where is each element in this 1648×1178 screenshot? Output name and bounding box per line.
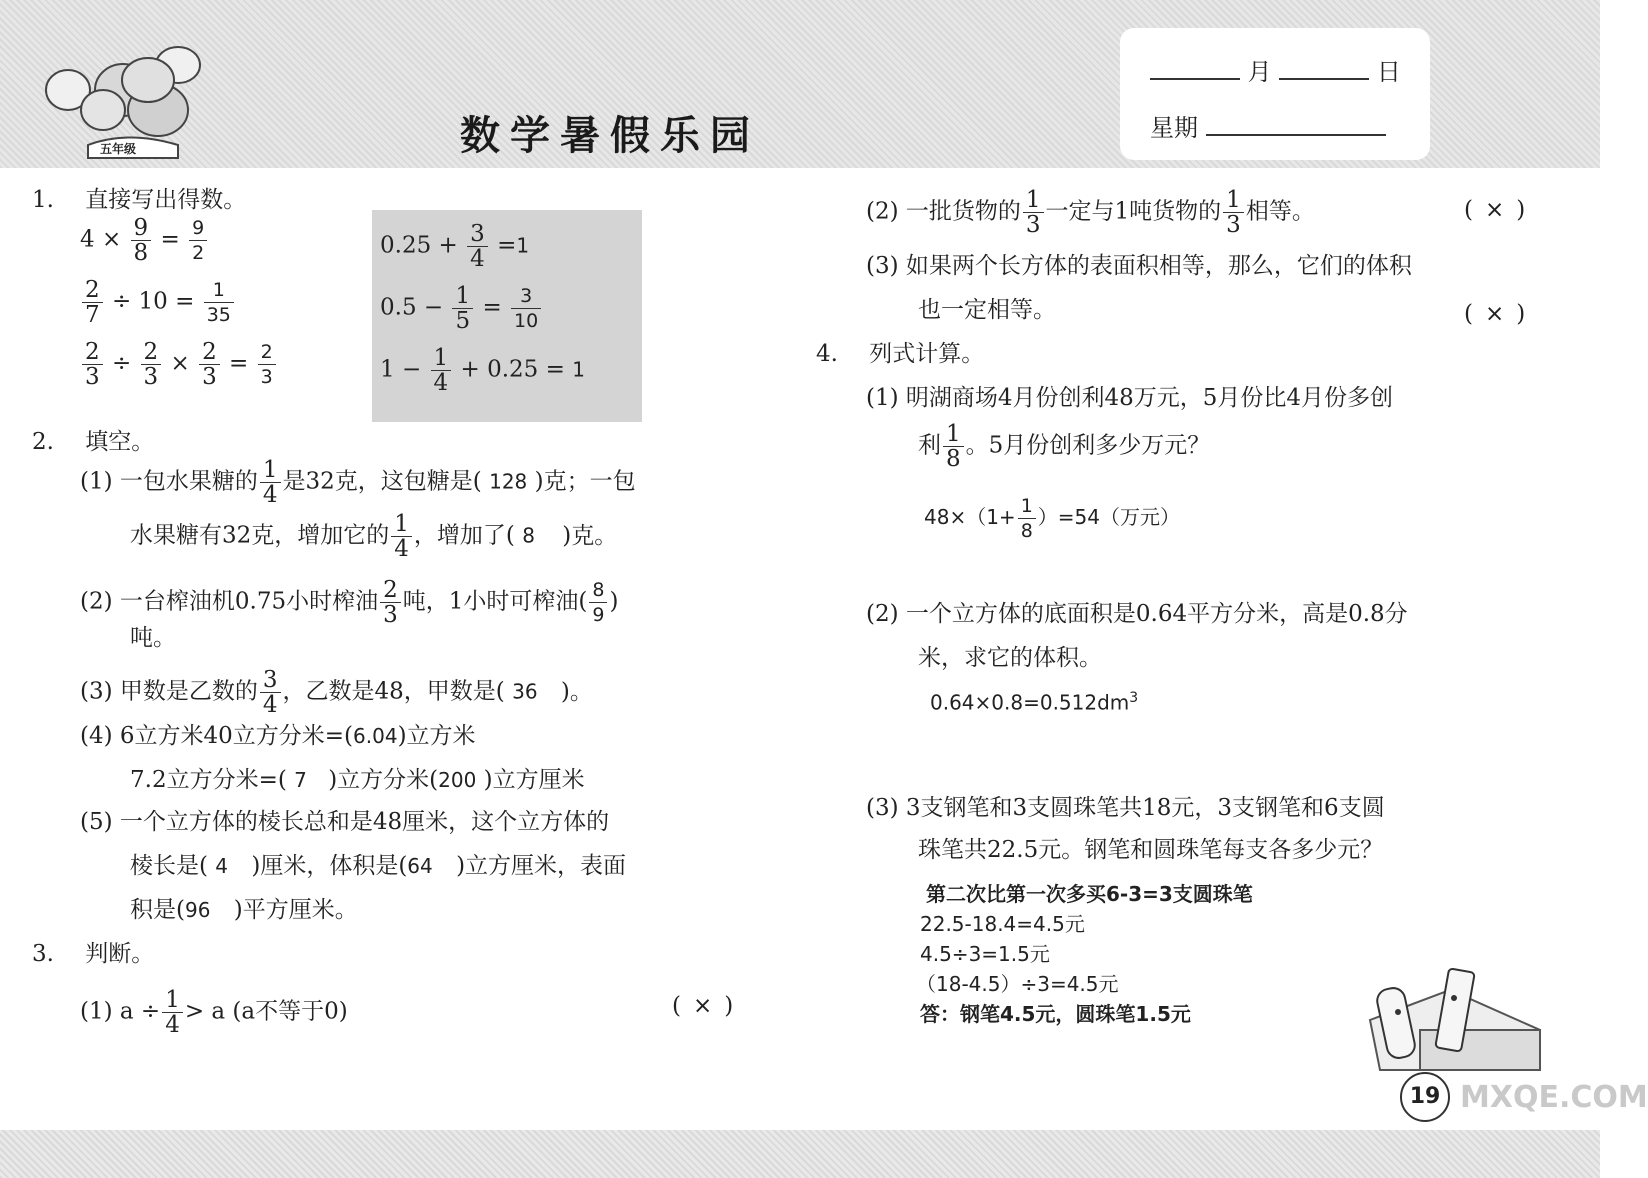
item-text: ，乙数是48，甲数是( [282, 678, 505, 705]
equals: = [482, 294, 502, 321]
item-text: )立方分米( [328, 767, 439, 793]
page-title: 数学暑假乐园 [460, 113, 760, 159]
q3-heading [32, 940, 154, 968]
fraction: $\frac{1}{3}$ [1023, 188, 1044, 237]
item-text: )立方厘米 [483, 767, 585, 793]
handwritten-answer: 96 [184, 898, 211, 922]
q4-item-1-line-2 [918, 422, 1210, 471]
q1-title: 直接写出得数。 [85, 187, 247, 213]
fraction: $\frac{1}{3}$ [1223, 188, 1244, 237]
expr-text: + 0.25 = [460, 356, 565, 383]
item-text: 水果糖有32克，增加它的 [130, 522, 390, 549]
page-number: 19 [1400, 1072, 1450, 1122]
day-label: 日 [1376, 58, 1401, 86]
fraction: $\frac{2}{3}$ [141, 340, 162, 389]
q4-item-1-line-1: (1) 明湖商场4月份创利48万元，5月份比4月份多创 [866, 385, 1394, 411]
q2-item-2-line-2: 吨。 [130, 625, 176, 651]
q2-item-5-line-2 [130, 852, 626, 880]
q4-item-3-line-1: (3) 3支钢笔和3支圆珠笔共18元，3支钢笔和6支圆 [866, 795, 1385, 821]
item-text: 利 [918, 432, 941, 459]
q1-line-1 [80, 216, 209, 265]
exponent: 3 [1129, 690, 1139, 706]
q4-item-2-line-2: 米，求它的体积。 [918, 645, 1102, 671]
q4-item-3-answer-line-1: 第二次比第一次多买6-3=3支圆珠笔 [926, 882, 1253, 906]
grade-badge: 五年级 [100, 142, 137, 156]
expr-text: 1 − [380, 356, 422, 383]
item-text: 一定与1吨货物的 [1045, 198, 1222, 225]
handwritten-answer: 8 [522, 523, 535, 548]
watermark: MXQE.COM [1460, 1080, 1648, 1115]
day-blank[interactable] [1279, 58, 1369, 80]
q3-item-3-judgement[interactable]: ( × ) [1464, 301, 1526, 327]
answer-fraction: $\frac{9}{2}$ [189, 216, 207, 265]
answer-fraction: $\frac{2}{3}$ [258, 340, 276, 389]
cross-mark: × [1484, 197, 1505, 223]
fraction: $\frac{3}{4}$ [260, 668, 281, 717]
q1-line-3 [80, 340, 278, 389]
item-text: 。5月份创利多少万元？ [965, 432, 1211, 459]
times-sign: × [170, 350, 190, 377]
equals: = [497, 232, 517, 259]
q2-item-4-line-2 [130, 766, 585, 794]
item-text: 是32克，这包糖是( [282, 468, 482, 495]
divide-sign: ÷ [111, 350, 132, 377]
fraction: $\frac{1}{5}$ [452, 284, 473, 333]
q1-right-line-1 [380, 222, 529, 271]
handwritten-answer: 4 [215, 854, 229, 878]
q2-item-5-line-1: (5) 一个立方体的棱长总和是48厘米，这个立方体的 [80, 809, 610, 835]
fraction: $\frac{1}{4}$ [391, 512, 412, 561]
item-text: > a (a不等于0) [184, 998, 348, 1025]
item-text: ) [609, 588, 619, 615]
item-text: )立方米 [397, 723, 476, 749]
cross-mark: × [692, 993, 713, 1019]
item-text: 棱长是( [130, 853, 208, 879]
q1-right-line-3 [380, 346, 585, 395]
weekday-blank[interactable] [1206, 114, 1386, 136]
fraction: $\frac{2}{3}$ [82, 340, 103, 389]
answer-fraction: $\frac{1}{8}$ [1018, 494, 1036, 543]
fraction: $\frac{1}{4}$ [431, 346, 452, 395]
q4-item-3-answer-line-2: 22.5-18.4=4.5元 [920, 912, 1085, 936]
q2-item-2-line-1 [80, 578, 618, 627]
equals: = [160, 226, 180, 253]
weekday-label: 星期 [1150, 114, 1198, 142]
q4-item-1-answer [924, 494, 1180, 543]
handwritten-answer: 7 [294, 768, 307, 792]
q2-heading [32, 428, 154, 456]
cross-mark: × [1484, 301, 1505, 327]
q3-number: 3. [32, 941, 54, 967]
item-text: )。 [560, 678, 593, 705]
handwritten-answer: 1 [516, 233, 530, 258]
fraction: $\frac{1}{4}$ [162, 988, 183, 1037]
q4-item-3-line-2: 珠笔共22.5元。钢笔和圆珠笔每支各多少元？ [918, 837, 1384, 863]
equals: = [229, 350, 249, 377]
answer-text: 48×（1+ [924, 505, 1016, 529]
q4-item-3-answer-line-3: 4.5÷3=1.5元 [920, 942, 1050, 966]
date-line [1150, 52, 1401, 87]
date-box [1120, 28, 1430, 160]
fraction: $\frac{9}{8}$ [131, 216, 152, 265]
q1-right-line-2 [380, 284, 543, 333]
answer-text: ）=54（万元） [1037, 505, 1181, 529]
q4-number: 4. [816, 341, 838, 367]
item-text: 吨，1小时可榨油( [402, 588, 588, 615]
item-text: )平方厘米。 [233, 897, 358, 923]
handwritten-answer: 6.04 [353, 724, 398, 748]
q3-item-1 [80, 988, 348, 1037]
expr-text: 0.25 + [380, 232, 458, 259]
handwritten-answer: 128 [489, 469, 528, 494]
expr-text: 0.5 − [380, 294, 444, 321]
handwritten-answer: 64 [407, 854, 433, 878]
item-text: 7.2立方分米=( [130, 767, 287, 793]
item-text: (1) a ÷ [80, 998, 161, 1025]
weekday-line [1150, 108, 1386, 143]
q1-line-2 [80, 278, 236, 327]
footer-band [0, 1130, 1600, 1178]
q2-number: 2. [32, 429, 54, 455]
q2-item-1-line-2 [130, 512, 617, 561]
handwritten-answer: 36 [512, 679, 538, 704]
q3-item-3-line-1: (3) 如果两个长方体的表面积相等，那么，它们的体积 [866, 253, 1412, 279]
item-text: (3) 甲数是乙数的 [80, 678, 258, 705]
item-text: (2) 一批货物的 [866, 198, 1021, 225]
item-text: )厘米，体积是( [251, 853, 408, 879]
pencil-characters-illustration [1360, 960, 1550, 1090]
q4-item-2-answer [930, 690, 1138, 715]
fraction: $\frac{2}{3}$ [199, 340, 220, 389]
q3-title: 判断。 [85, 941, 155, 967]
fraction: $\frac{1}{4}$ [260, 458, 281, 507]
item-text: (1) 一包水果糖的 [80, 468, 258, 495]
q4-title: 列式计算。 [869, 341, 985, 367]
q3-item-3-line-2: 也一定相等。 [918, 297, 1056, 323]
answer-fraction: $\frac{8}{9}$ [589, 578, 607, 627]
item-text: )立方厘米，表面 [456, 853, 627, 879]
item-text: 相等。 [1245, 198, 1315, 225]
q4-item-3-answer-line-5: 答：钢笔4.5元，圆珠笔1.5元 [920, 1002, 1191, 1026]
month-label: 月 [1247, 58, 1272, 86]
q3-item-2-judgement[interactable]: ( × ) [1464, 197, 1526, 223]
q2-item-1-line-1 [80, 458, 636, 507]
expr-text: ÷ 10 = [111, 288, 195, 315]
answer-fraction: $\frac{3}{10}$ [511, 284, 541, 333]
answer-fraction: $\frac{1}{35}$ [204, 278, 234, 327]
month-blank[interactable] [1150, 58, 1240, 80]
fraction: $\frac{2}{7}$ [82, 278, 103, 327]
item-text: )克；一包 [534, 468, 636, 495]
q4-heading [816, 340, 984, 368]
q2-item-4-line-1 [80, 722, 476, 750]
item-text: (2) 一台榨油机0.75小时榨油 [80, 588, 379, 615]
q1-heading [32, 186, 246, 214]
handwritten-answer: 200 [438, 768, 477, 792]
fraction: $\frac{2}{3}$ [380, 578, 401, 627]
q4-item-3-answer-line-4: （18-4.5）÷3=4.5元 [916, 972, 1119, 996]
q2-item-5-line-3 [130, 896, 358, 924]
q4-item-2-line-1: (2) 一个立方体的底面积是0.64平方分米，高是0.8分 [866, 601, 1408, 627]
q2-title: 填空。 [85, 429, 155, 455]
fraction: $\frac{3}{4}$ [467, 222, 488, 271]
item-text: )克。 [562, 522, 618, 549]
answer-text: 0.64×0.8=0.512dm [930, 690, 1130, 715]
q3-item-1-judgement[interactable]: ( × ) [672, 993, 734, 1019]
item-text: (4) 6立方米40立方分米=( [80, 723, 354, 749]
expr-text: 4 × [80, 226, 122, 253]
item-text: ，增加了( [413, 522, 515, 549]
q1-number: 1. [32, 187, 54, 213]
handwritten-answer: 1 [572, 357, 585, 382]
item-text: 积是( [130, 897, 185, 923]
q3-item-2 [866, 188, 1315, 237]
q2-item-3 [80, 668, 593, 717]
fraction: $\frac{1}{8}$ [943, 422, 964, 471]
